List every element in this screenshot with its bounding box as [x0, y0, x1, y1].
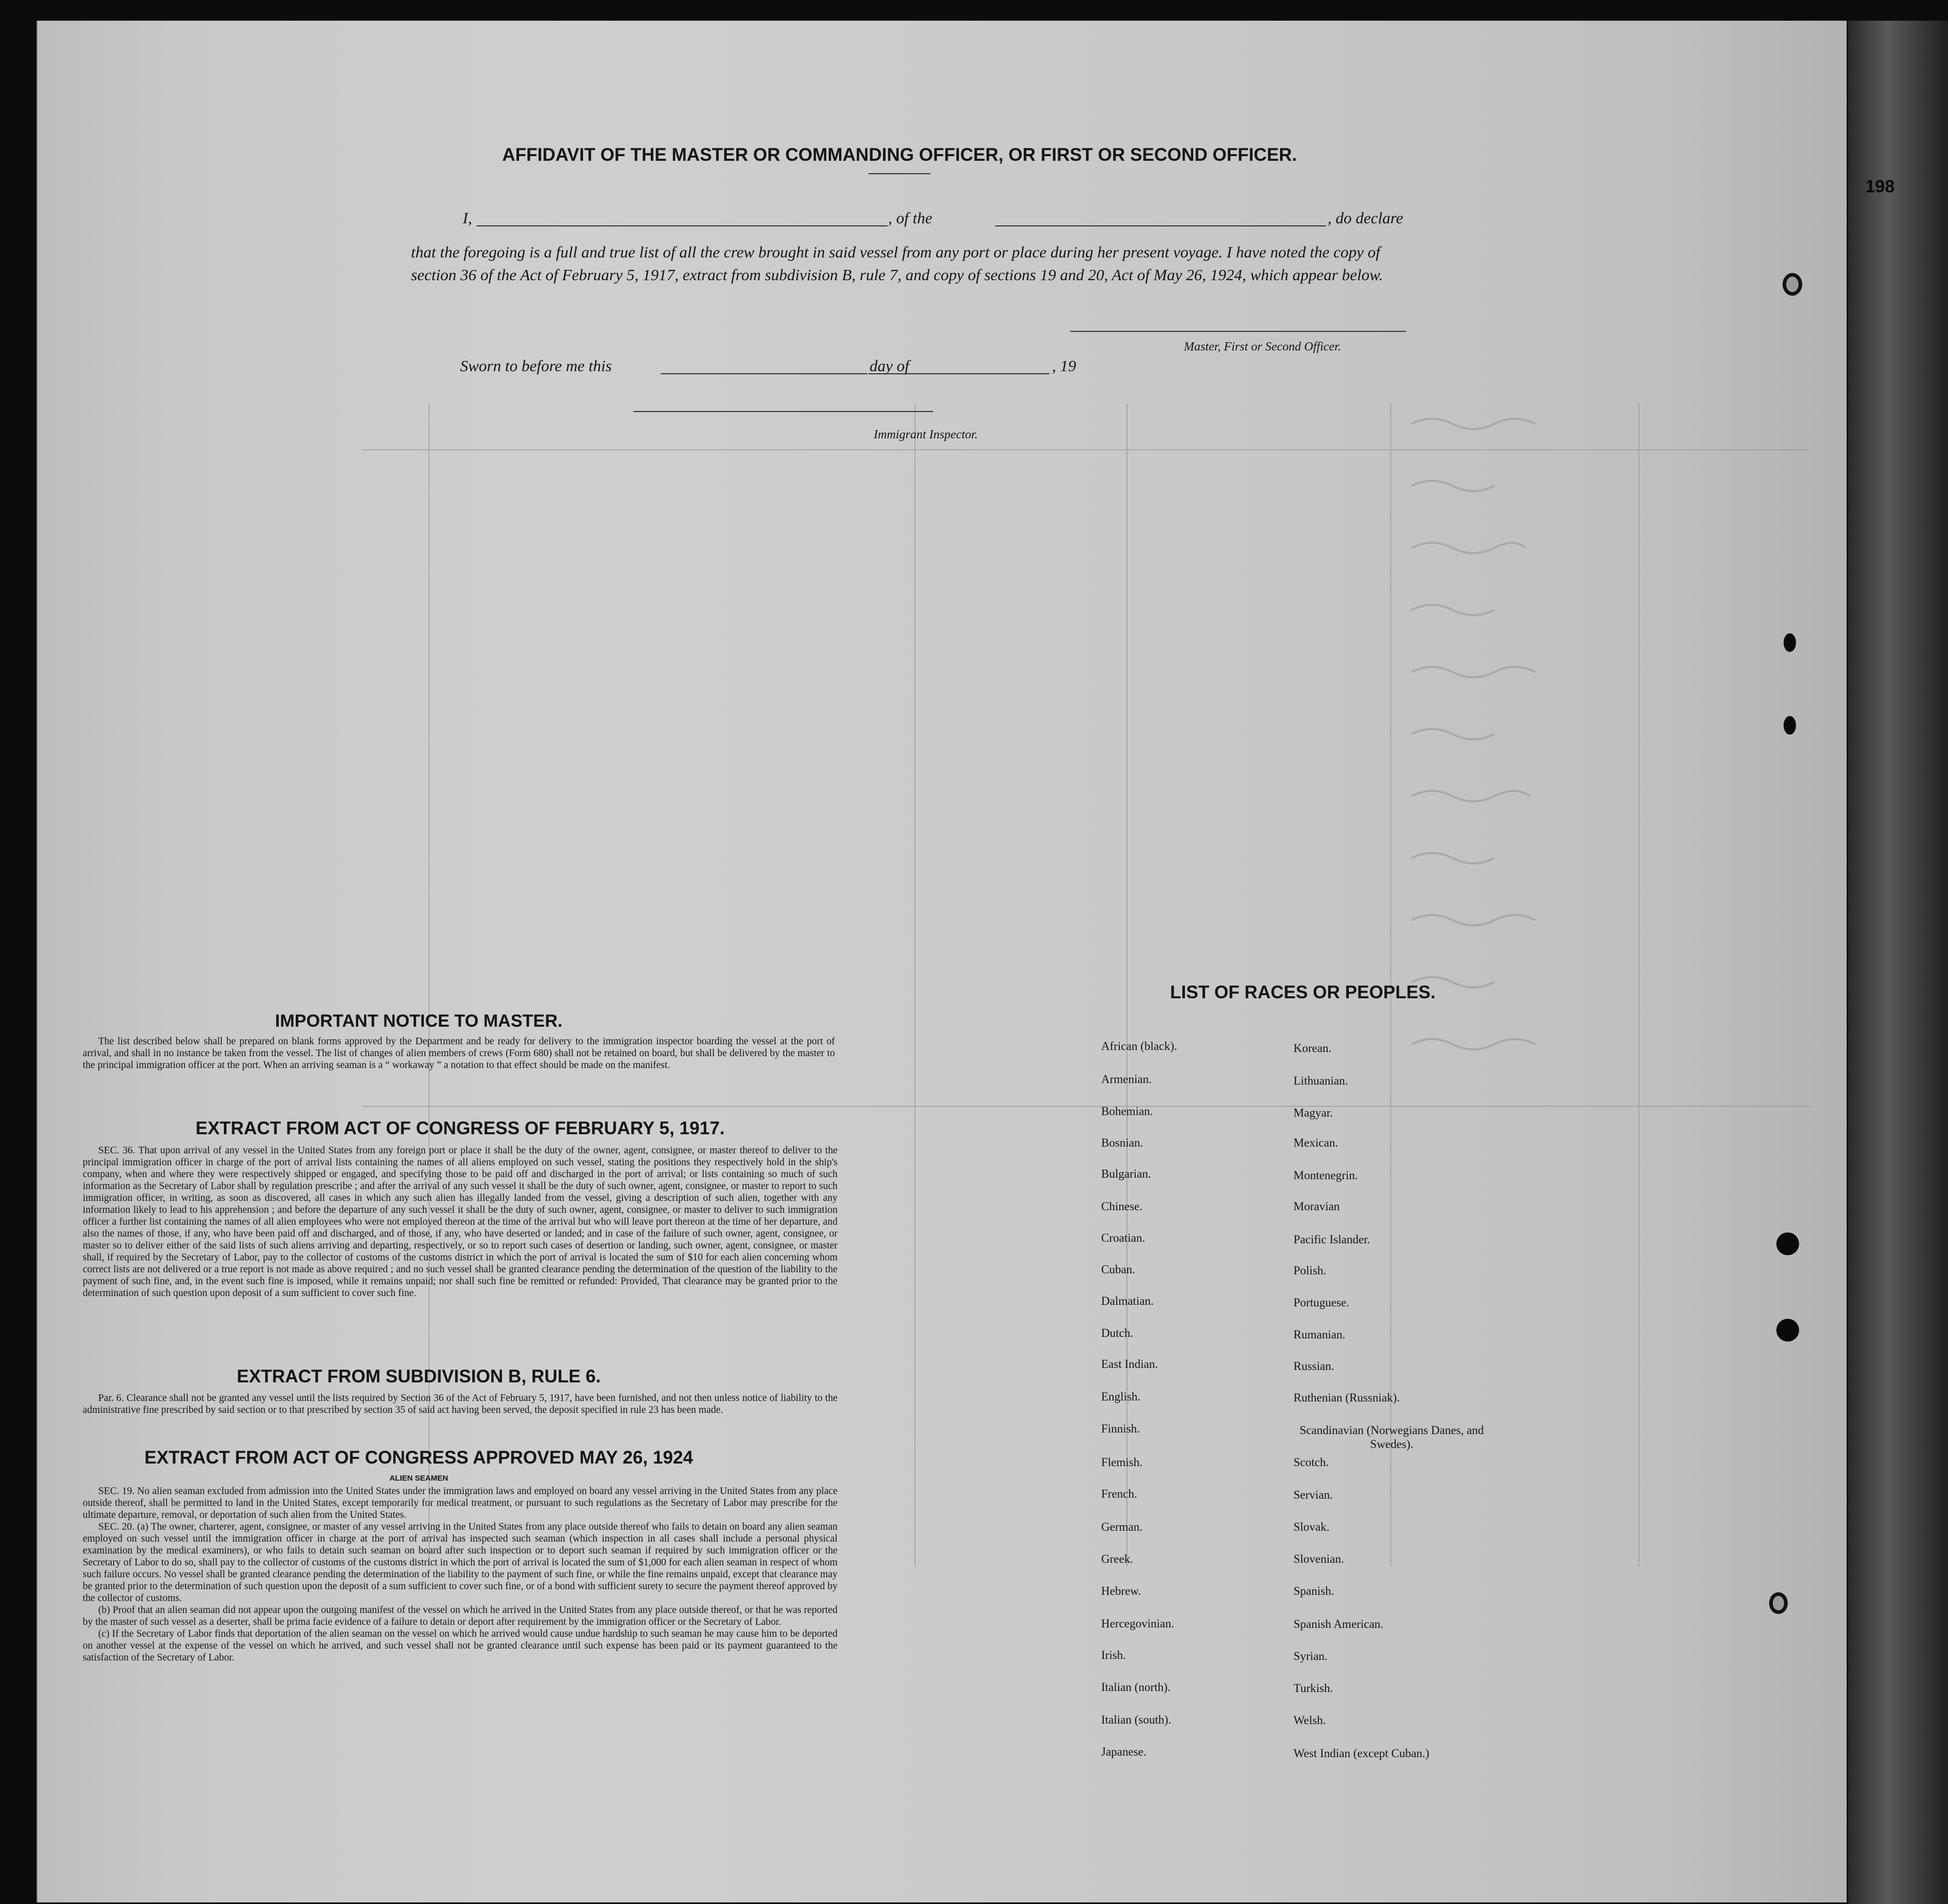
race-item: Dutch. — [1101, 1327, 1133, 1339]
race-item: Bohemian. — [1101, 1105, 1153, 1118]
affiant-label: I, — [463, 209, 473, 227]
race-item: Italian (south). — [1101, 1713, 1171, 1726]
section-20b-paragraph: (b) Proof that an alien seaman did not appear upon the outgoing manifest of the vessel on which he arrived in the United States from any place outside thereof, or that he was reported by the master of such vessel as a deserter, shall be prima facie evidence of a failure to detain or deport after requirement by the immigration officer or the Secretary of Labor. — [83, 1605, 838, 1627]
race-item: French. — [1101, 1487, 1137, 1500]
race-item: East Indian. — [1101, 1358, 1158, 1370]
race-item: Finnish. — [1101, 1422, 1140, 1435]
race-item: Magyar. — [1293, 1106, 1333, 1119]
race-item: Flemish. — [1101, 1456, 1143, 1469]
race-item: Italian (north). — [1101, 1681, 1171, 1694]
extract-1917-heading: EXTRACT FROM ACT OF CONGRESS OF FEBRUARY 5, 1917. — [195, 1118, 725, 1138]
sworn-day-blank — [661, 373, 868, 374]
race-item: Polish. — [1293, 1264, 1327, 1277]
race-item: Mexican. — [1293, 1136, 1338, 1149]
extract-rule-heading: EXTRACT FROM SUBDIVISION B, RULE 6. — [237, 1366, 601, 1387]
race-item: Pacific Islander. — [1293, 1233, 1371, 1246]
races-heading: LIST OF RACES OR PEOPLES. — [1170, 982, 1436, 1002]
race-item: Japanese. — [1101, 1745, 1147, 1758]
race-item: Spanish American. — [1293, 1618, 1383, 1631]
race-item: Lithuanian. — [1293, 1074, 1348, 1087]
race-item: Turkish. — [1293, 1682, 1333, 1695]
race-item: Spanish. — [1293, 1585, 1334, 1597]
race-item: Syrian. — [1293, 1650, 1328, 1663]
race-item: Scotch. — [1293, 1456, 1329, 1469]
punch-hole — [1776, 1319, 1799, 1342]
section-36-paragraph: SEC. 36. That upon arrival of any vessel in the United States from any foreign port or place it shall be the duty of the owner, agent, consignee, or master thereof to deliver to the principal immigration officer in charge of the port of arrival lists containing the names of all aliens employed on such vessel, stating the positions they respectively hold in the ship's company, when and where they were respectively shipped or engaged, and specifying those to be paid off and discharged in the port of arrival; or lists containing so much of such information as the Secretary of Labor shall by regulation prescribe ; and after the arrival of any such vessel it shall be the duty of such owner, agent, consignee, or master to report to such immigration officer, in writing, as soon as discovered, all cases in which any such alien has illegally landed from the vessel, giving a description of such alien, together with any information likely to lead to his apprehension ; and before the departure of any such vessel it shall be the duty of such owner, agent, consignee, or master to deliver to such immigration officer a further list containing the names of all alien employees who were not employed thereon at the time of the arrival but who will leave port thereon at the time of her departure, and also the names of those, if any, who have been paid off and discharged, and of those, if any, who have deserted or landed; and in case of the failure of such owner, agent, consignee, or master so to deliver either of the said lists of such aliens arriving and departing, respectively, or so to report such cases of desertion or landing, such owner, agent, consignee, or master shall, if required by the Secretary of Labor, pay to the collector of customs of the customs district in which the port of arrival is located the sum of $10 for each alien concerning whom correct lists are not delivered or a true report is not made as above required ; and no such vessel shall be granted clearance pending the determination of the question of the liability to the payment of such fine, and, in the event such fine is imposed, while it remains unpaid; nor shall such fine be remitted or refunded: Provided, That clearance may be granted prior to the determination of such question upon deposit of a sum sufficient to cover such fine. — [83, 1145, 838, 1299]
race-item: Ruthenian (Russniak). — [1293, 1391, 1400, 1404]
do-declare-label: , do declare — [1328, 209, 1404, 227]
notice-text — [83, 1035, 835, 1071]
race-item: Hebrew. — [1101, 1585, 1142, 1597]
extract-1924-heading: EXTRACT FROM ACT OF CONGRESS APPROVED MAY 26, 1924 — [144, 1448, 693, 1468]
race-item: Slovak. — [1293, 1520, 1330, 1533]
race-item: Greek. — [1101, 1552, 1133, 1565]
race-item: Bosnian. — [1101, 1136, 1144, 1149]
alien-seamen-subheading: ALIEN SEAMEN — [389, 1474, 448, 1483]
sworn-month-blank — [869, 373, 1049, 374]
race-item: Montenegrin. — [1293, 1169, 1358, 1182]
right-binding-strip — [1848, 21, 1948, 1904]
race-item: Cuban. — [1101, 1263, 1135, 1276]
punch-hole — [1784, 633, 1796, 652]
affidavit-title: AFFIDAVIT OF THE MASTER OR COMMANDING OFFICER, OR FIRST OR SECOND OFFICER. — [502, 145, 1297, 165]
notice-heading: IMPORTANT NOTICE TO MASTER. — [275, 1011, 562, 1031]
race-item: Slovenian. — [1293, 1552, 1344, 1565]
punch-hole — [1769, 1592, 1788, 1614]
vessel-name-blank — [995, 225, 1326, 226]
signature-line — [1070, 331, 1406, 332]
race-item: Servian. — [1293, 1488, 1333, 1501]
sworn-year-label: , 19 — [1052, 357, 1076, 375]
race-item: English. — [1101, 1390, 1141, 1403]
race-item: Scandinavian (Norwegians Danes, and Swedes). — [1299, 1424, 1484, 1451]
title-underline — [869, 173, 931, 174]
affidavit-body: that the foregoing is a full and true list of all the crew brought in said vessel from any port or place during her present voyage. I have noted the copy of section 36 of the Act of February 5, 1917, extract from subdivision B, rule 7, and copy of sections 19 and 20, Act of May 26, 1924, which appear below. — [411, 243, 1383, 284]
race-item: Chinese. — [1101, 1200, 1143, 1213]
inspector-caption: Immigrant Inspector. — [874, 428, 978, 441]
extract-rule-text — [83, 1392, 838, 1416]
race-item: Bulgarian. — [1101, 1167, 1151, 1180]
sworn-label: Sworn to before me this — [460, 357, 612, 375]
inspector-signature-line — [633, 411, 933, 412]
rule-6-paragraph: Par. 6. Clearance shall not be granted any vessel until the lists required by Section 36 of the Act of February 5, 1917, have been furnished, and not then unless notice of liability to the administrative fine prescribed by said section or to that prescribed by section 35 of said act having been served, the deposit specified in rule 23 has been made. — [83, 1393, 838, 1415]
race-item: Moravian — [1293, 1200, 1340, 1213]
page-stamp-number: 198 — [1865, 177, 1895, 196]
punch-hole — [1784, 716, 1796, 735]
race-item: West Indian (except Cuban.) — [1293, 1747, 1429, 1760]
extract-1917-text — [83, 1145, 838, 1299]
race-item: Croatian. — [1101, 1231, 1145, 1244]
extract-1924-text — [83, 1485, 838, 1664]
race-item: Korean. — [1293, 1042, 1332, 1055]
race-item: Armenian. — [1101, 1073, 1152, 1086]
race-item: Welsh. — [1293, 1714, 1326, 1727]
section-20a-paragraph: SEC. 20. (a) The owner, charterer, agent, consignee, or master of any vessel arriving in the United States from any place outside thereof who fails to detain on board any alien seaman employed on such vessel until the immigration officer in charge at the port of arrival has inspected such seaman (which inspection in all cases shall include a personal physical examination by the medical examiners), or who fails to detain such seaman on board after such inspection or to deport such seaman if required by such immigration officer or the Secretary of Labor to do so, shall pay to the collector of customs of the customs district in which the port of arrival is located the sum of $1,000 for each alien seaman in respect of whom such failure occurs. No vessel shall be granted clearance pending the determination of the liability to the payment of such fine, or while the fine remains unpaid, except that clearance may be granted prior to the determination of such question upon the deposit of a sum sufficient to cover such fine, or of a bond with sufficient surety to secure the payment thereof approved by the collector of customs. — [83, 1521, 838, 1604]
race-item: Portuguese. — [1293, 1296, 1349, 1309]
punch-hole — [1783, 273, 1802, 296]
race-item: Dalmatian. — [1101, 1294, 1154, 1307]
race-item: Hercegovinian. — [1101, 1617, 1175, 1630]
race-item: Irish. — [1101, 1649, 1126, 1662]
section-20c-paragraph: (c) If the Secretary of Labor finds that deportation of the alien seaman on the vessel on which he arrived would cause undue hardship to such seaman he may cause him to be deported on another vessel at the expense of the vessel on which he arrived, and such vessel shall not be granted clearance until such expense has been paid or its payment guaranteed to the satisfaction of the Secretary of Labor. — [83, 1628, 838, 1663]
notice-paragraph: The list described below shall be prepared on blank forms approved by the Department and be ready for delivery to the immigration inspector boarding the vessel at the port of arrival, and shall in no instance be taken from the vessel. The list of changes of alien members of crews (Form 680) shall not be retained on board, but shall be delivered by the master to the principal immigration officer at the port. When an arriving seaman is a “ workaway ” a notation to that effect should be made on the manifest. — [83, 1036, 835, 1071]
of-the-label: , of the — [888, 209, 933, 227]
race-item: Rumanian. — [1293, 1328, 1346, 1341]
signature-caption: Master, First or Second Officer. — [1184, 340, 1341, 354]
affiant-name-blank — [477, 225, 888, 226]
punch-hole — [1776, 1232, 1799, 1255]
race-item: Russian. — [1293, 1360, 1334, 1373]
section-19-paragraph: SEC. 19. No alien seaman excluded from admission into the United States under the immigration laws and employed on board any vessel arriving in the United States from any place outside thereof, shall be permitted to land in the United States, except temporarily for medical treatment, or pursuant to such regulations as the Secretary of Labor may prescribe for the ultimate departure, removal, or deportation of such alien from the United States. — [83, 1486, 838, 1520]
day-of-label: day of — [870, 357, 909, 375]
race-item: German. — [1101, 1520, 1143, 1533]
race-item: African (black). — [1101, 1040, 1177, 1053]
